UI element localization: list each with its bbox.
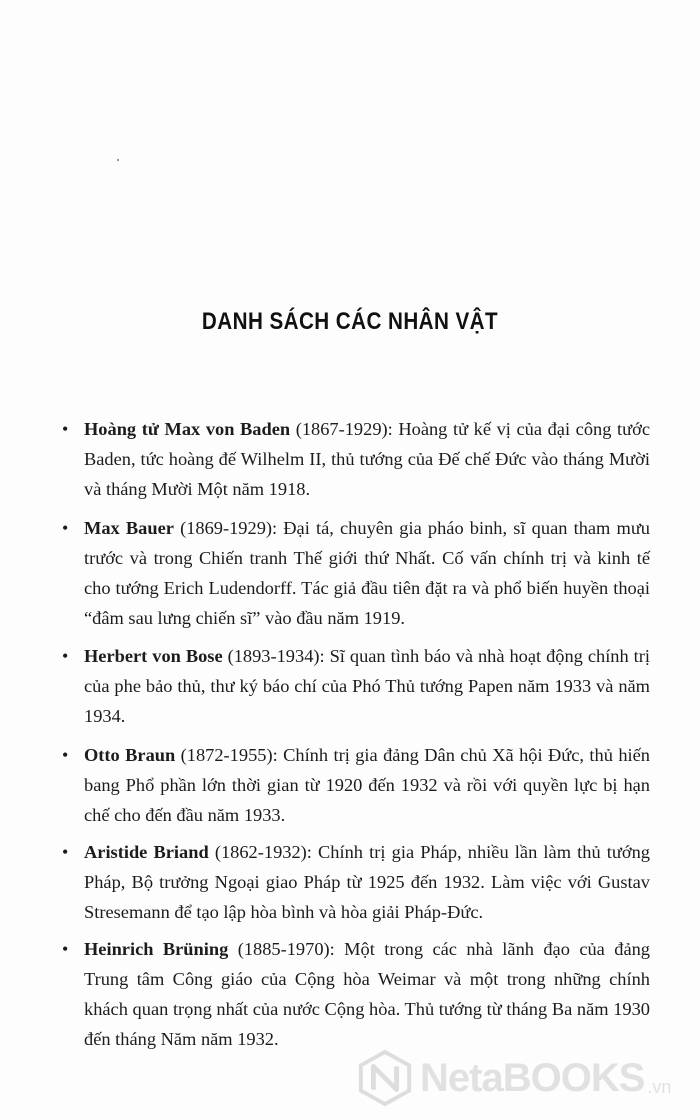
watermark-text: NetaBOOKS xyxy=(420,1055,645,1100)
character-description: (1885-1970): Một trong các nhà lãnh đạo của đảng Trung tâm Công giáo của Cộng hòa Weimar và một trong những chính khách quan trọng nhất của nước Cộng hòa. Thủ tướng từ tháng Ba năm 1930 đến tháng Năm năm 1932. xyxy=(84,938,650,1049)
bullet-icon: • xyxy=(62,841,69,862)
netabooks-logo-icon xyxy=(356,1049,414,1107)
character-description: (1867-1929): Hoàng tử kế vị của đại công tước Baden, tức hoàng đế Wilhelm II, thủ tướng của Đế chế Đức vào tháng Mười và tháng Mười Một năm 1918. xyxy=(84,419,650,499)
character-description: (1893-1934): Sĩ quan tình báo và nhà hoạt động chính trị của phe bảo thủ, thư ký báo chí của Phó Thủ tướng Papen năm 1933 và năm 1934. xyxy=(84,646,650,726)
bullet-icon: • xyxy=(62,517,69,538)
character-description: (1862-1932): Chính trị gia Pháp, nhiều lần làm thủ tướng Pháp, Bộ trưởng Ngoại giao Pháp từ 1925 đến 1932. Làm việc với Gustav Stresemann để tạo lập hòa bình và hòa giải Pháp-Đức. xyxy=(84,841,650,922)
character-name: Otto Braun xyxy=(84,744,176,765)
character-list xyxy=(62,414,650,1062)
character-name: Aristide Briand xyxy=(84,841,209,862)
list-item xyxy=(62,513,650,633)
list-item xyxy=(62,414,650,504)
bullet-icon: • xyxy=(62,744,69,765)
list-item xyxy=(62,641,650,731)
list-item xyxy=(62,934,650,1054)
section-heading: DANH SÁCH CÁC NHÂN VẬT xyxy=(201,308,499,335)
character-name: Hoàng tử Max von Baden xyxy=(84,419,291,439)
netabooks-watermark xyxy=(356,1046,671,1110)
bullet-icon: • xyxy=(62,938,69,959)
list-item xyxy=(62,740,650,830)
ink-speck xyxy=(117,159,119,161)
character-name: Max Bauer xyxy=(84,517,174,538)
character-name: Heinrich Brüning xyxy=(84,938,229,959)
character-description: (1872-1955): Chính trị gia đảng Dân chủ Xã hội Đức, thủ hiến bang Phổ phần lớn thời gian từ 1920 đến 1932 và rồi với quyền lực bị hạn chế cho đến đầu năm 1933. xyxy=(84,744,651,825)
character-description: (1869-1929): Đại tá, chuyên gia pháo binh, sĩ quan tham mưu trước và trong Chiến tranh Thế giới thứ Nhất. Cố vấn chính trị và kinh tế cho tướng Erich Ludendorff. Tác giả đầu tiên đặt ra và phổ biến huyền thoại “đâm sau lưng chiến sĩ” vào đầu năm 1919. xyxy=(84,517,650,628)
watermark-suffix: .vn xyxy=(647,1076,672,1097)
bullet-icon: • xyxy=(62,419,69,439)
bullet-icon: • xyxy=(62,646,69,666)
list-item xyxy=(62,837,650,927)
character-name: Herbert von Bose xyxy=(84,646,223,666)
